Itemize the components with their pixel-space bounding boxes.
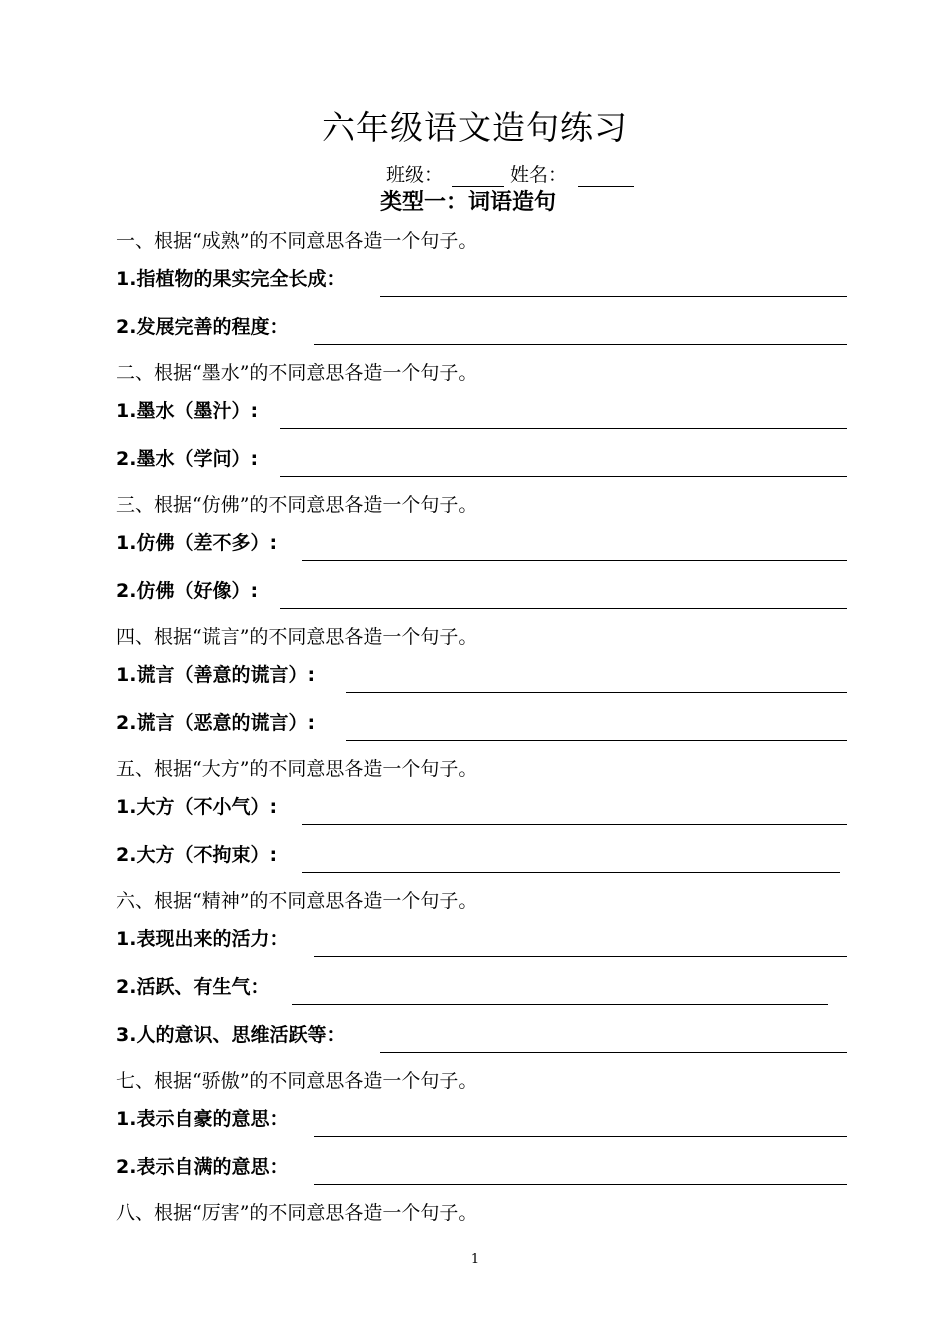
answer-line[interactable] [314, 1184, 847, 1185]
item-label: 2.表示自满的意思： [116, 1156, 289, 1178]
section-heading: 一、根据“成熟”的不同意思各造一个句子。 [116, 230, 478, 252]
item-label: 2.大方（不拘束）: [116, 844, 278, 866]
answer-line[interactable] [346, 740, 847, 741]
item-label: 2.活跃、有生气： [116, 976, 270, 998]
page-number: 1 [470, 1252, 480, 1267]
item-label: 2.仿佛（好像）: [116, 580, 259, 602]
answer-line[interactable] [302, 872, 840, 873]
section-heading: 三、根据“仿佛”的不同意思各造一个句子。 [116, 494, 478, 516]
answer-line[interactable] [380, 1052, 847, 1053]
type-heading: 类型一：词语造句 [380, 189, 557, 215]
section-heading: 八、根据“厉害”的不同意思各造一个句子。 [116, 1202, 478, 1224]
item-label: 1.表示自豪的意思： [116, 1108, 289, 1130]
answer-line[interactable] [346, 692, 847, 693]
answer-line[interactable] [280, 428, 847, 429]
answer-line[interactable] [302, 560, 847, 561]
item-label: 2.谎言（恶意的谎言）: [116, 712, 316, 734]
section-heading: 四、根据“谎言”的不同意思各造一个句子。 [116, 626, 478, 648]
class-label: 班级： [386, 164, 444, 186]
item-label: 1.墨水（墨汁）: [116, 400, 259, 422]
answer-line[interactable] [292, 1004, 828, 1005]
page-title: 六年级语文造句练习 [322, 108, 628, 147]
item-label: 1.仿佛（差不多）: [116, 532, 278, 554]
section-heading: 五、根据“大方”的不同意思各造一个句子。 [116, 758, 478, 780]
item-label: 2.墨水（学问）: [116, 448, 259, 470]
answer-line[interactable] [280, 608, 847, 609]
item-label: 1.谎言（善意的谎言）: [116, 664, 316, 686]
section-heading: 二、根据“墨水”的不同意思各造一个句子。 [116, 362, 478, 384]
item-label: 3.人的意识、思维活跃等： [116, 1024, 346, 1046]
section-heading: 七、根据“骄傲”的不同意思各造一个句子。 [116, 1070, 478, 1092]
name-blank[interactable] [578, 186, 634, 187]
name-label: 姓名： [510, 164, 568, 186]
item-label: 1.大方（不小气）: [116, 796, 278, 818]
answer-line[interactable] [314, 344, 847, 345]
answer-line[interactable] [380, 296, 847, 297]
answer-line[interactable] [302, 824, 847, 825]
item-label: 1.指植物的果实完全长成： [116, 268, 346, 290]
item-label: 2.发展完善的程度： [116, 316, 289, 338]
item-label: 1.表现出来的活力： [116, 928, 289, 950]
answer-line[interactable] [314, 1136, 847, 1137]
answer-line[interactable] [280, 476, 847, 477]
section-heading: 六、根据“精神”的不同意思各造一个句子。 [116, 890, 478, 912]
answer-line[interactable] [314, 956, 847, 957]
